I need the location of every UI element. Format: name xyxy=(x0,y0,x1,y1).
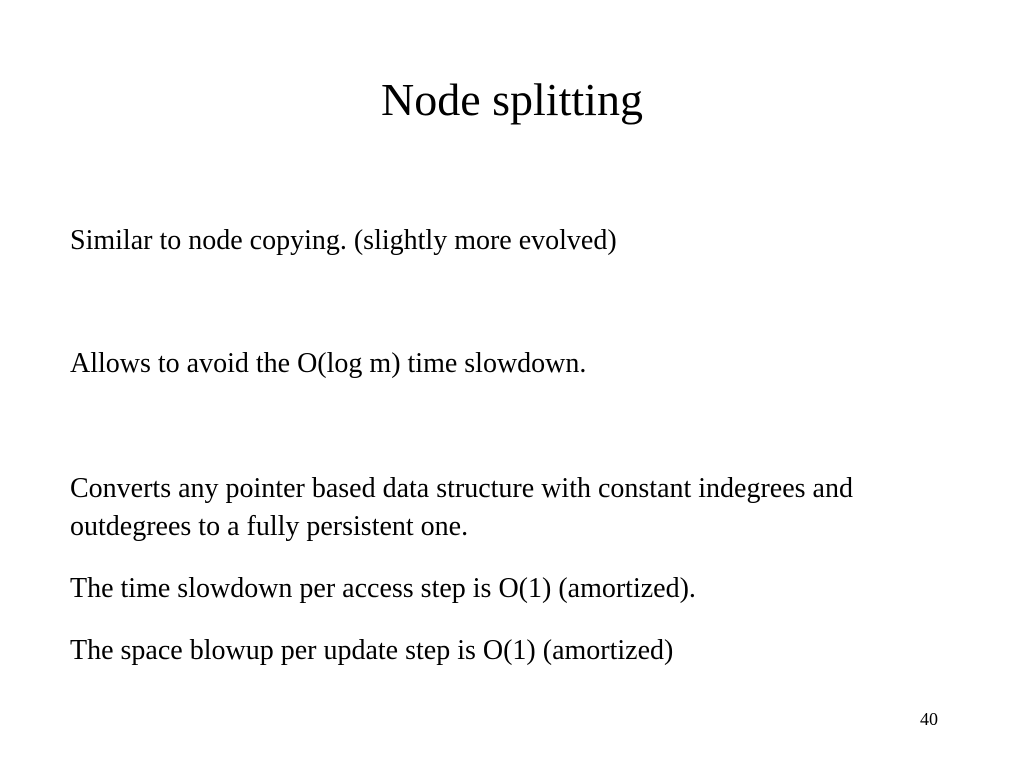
paragraph-time-slowdown: The time slowdown per access step is O(1) (amortized). xyxy=(70,573,696,604)
paragraph-node-copying: Similar to node copying. (slightly more evolved) xyxy=(70,225,617,256)
paragraph-converts-structure: Converts any pointer based data structure with constant indegrees and outdegrees to a fully persistent one. xyxy=(70,473,853,542)
page-number: 40 xyxy=(920,709,938,729)
slide-title: Node splitting xyxy=(381,74,643,125)
paragraph-avoid-slowdown: Allows to avoid the O(log m) time slowdown. xyxy=(70,348,587,379)
paragraph-space-blowup: The space blowup per update step is O(1) (amortized) xyxy=(70,635,674,666)
